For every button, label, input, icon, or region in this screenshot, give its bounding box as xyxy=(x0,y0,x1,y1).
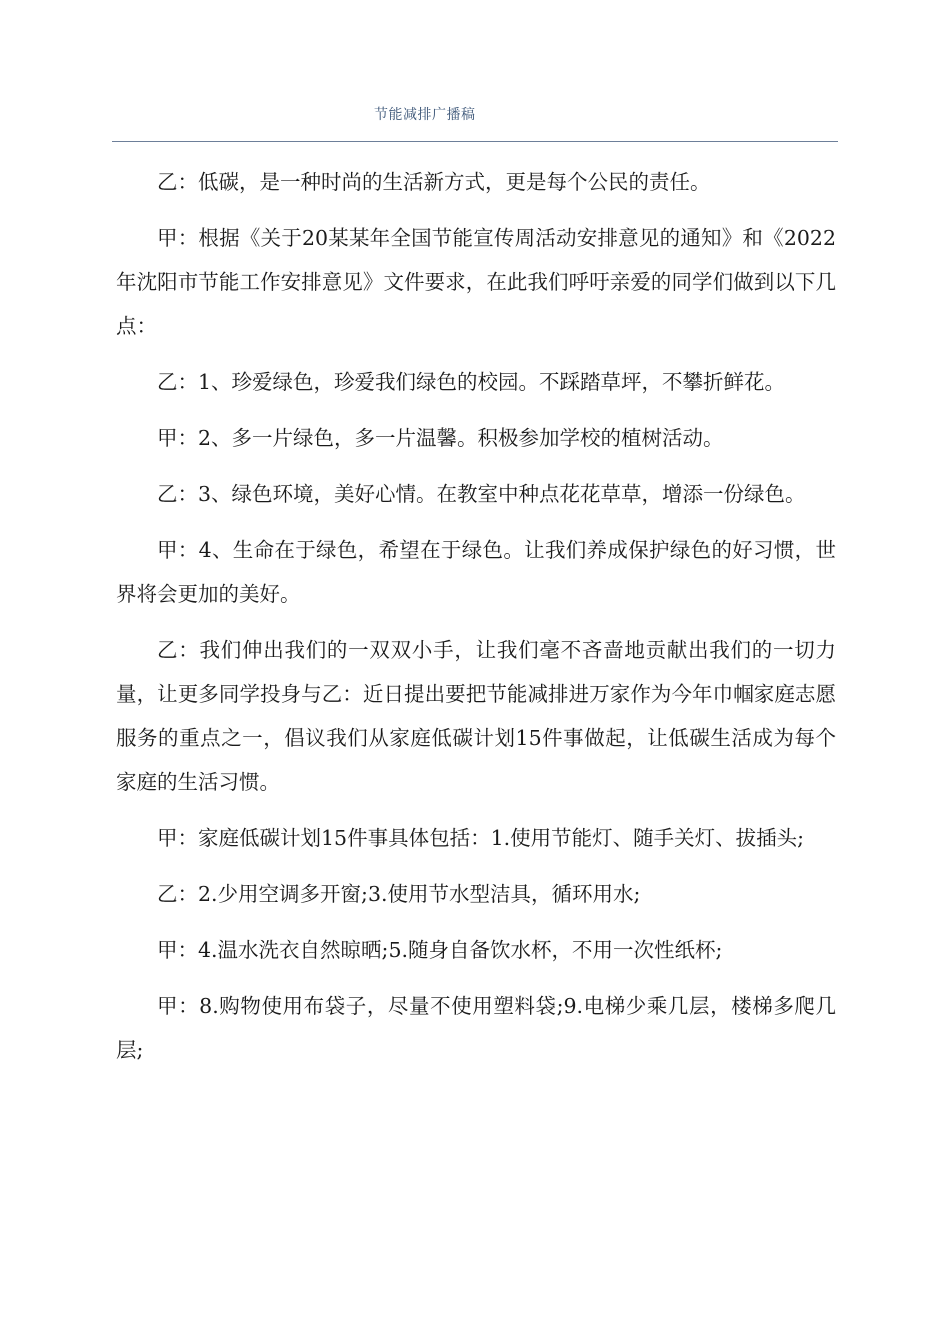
paragraph: 乙：2.少用空调多开窗;3.使用节水型洁具，循环用水; xyxy=(157,882,641,906)
header-divider xyxy=(112,141,838,142)
paragraph: 甲：根据《关于20某某年全国节能宣传周活动安排意见的通知》和《2022年沈阳市节能工作安排意见》文件要求，在此我们呼吁亲爱的同学们做到以下几点： xyxy=(116,226,836,338)
paragraph: 甲：8.购物使用布袋子，尽量不使用塑料袋;9.电梯少乘几层，楼梯多爬几层; xyxy=(116,994,836,1062)
paragraph: 乙：低碳，是一种时尚的生活新方式，更是每个公民的责任。 xyxy=(157,170,711,194)
paragraph: 甲：4.温水洗衣自然晾晒;5.随身自备饮水杯，不用一次性纸杯; xyxy=(157,938,723,962)
header-title: 节能减排广播稿 xyxy=(374,107,476,123)
document-body xyxy=(116,160,836,1084)
paragraph: 甲：4、生命在于绿色，希望在于绿色。让我们养成保护绿色的好习惯，世界将会更加的美好。 xyxy=(116,538,836,606)
paragraph: 乙：1、珍爱绿色，珍爱我们绿色的校园。不踩踏草坪，不攀折鲜花。 xyxy=(157,370,786,394)
paragraph: 乙：3、绿色环境，美好心情。在教室中种点花花草草，增添一份绿色。 xyxy=(157,482,806,506)
paragraph: 乙：我们伸出我们的一双双小手，让我们毫不吝啬地贡献出我们的一切力量，让更多同学投身与乙：近日提出要把节能减排进万家作为今年巾帼家庭志愿服务的重点之一，倡议我们从家庭低碳计划15件事做起，让低碳生活成为每个家庭的生活习惯。 xyxy=(116,638,836,794)
page-header xyxy=(0,100,950,142)
paragraph: 甲：家庭低碳计划15件事具体包括：1.使用节能灯、随手关灯、拔插头; xyxy=(157,826,805,850)
paragraph: 甲：2、多一片绿色，多一片温馨。积极参加学校的植树活动。 xyxy=(157,426,724,450)
